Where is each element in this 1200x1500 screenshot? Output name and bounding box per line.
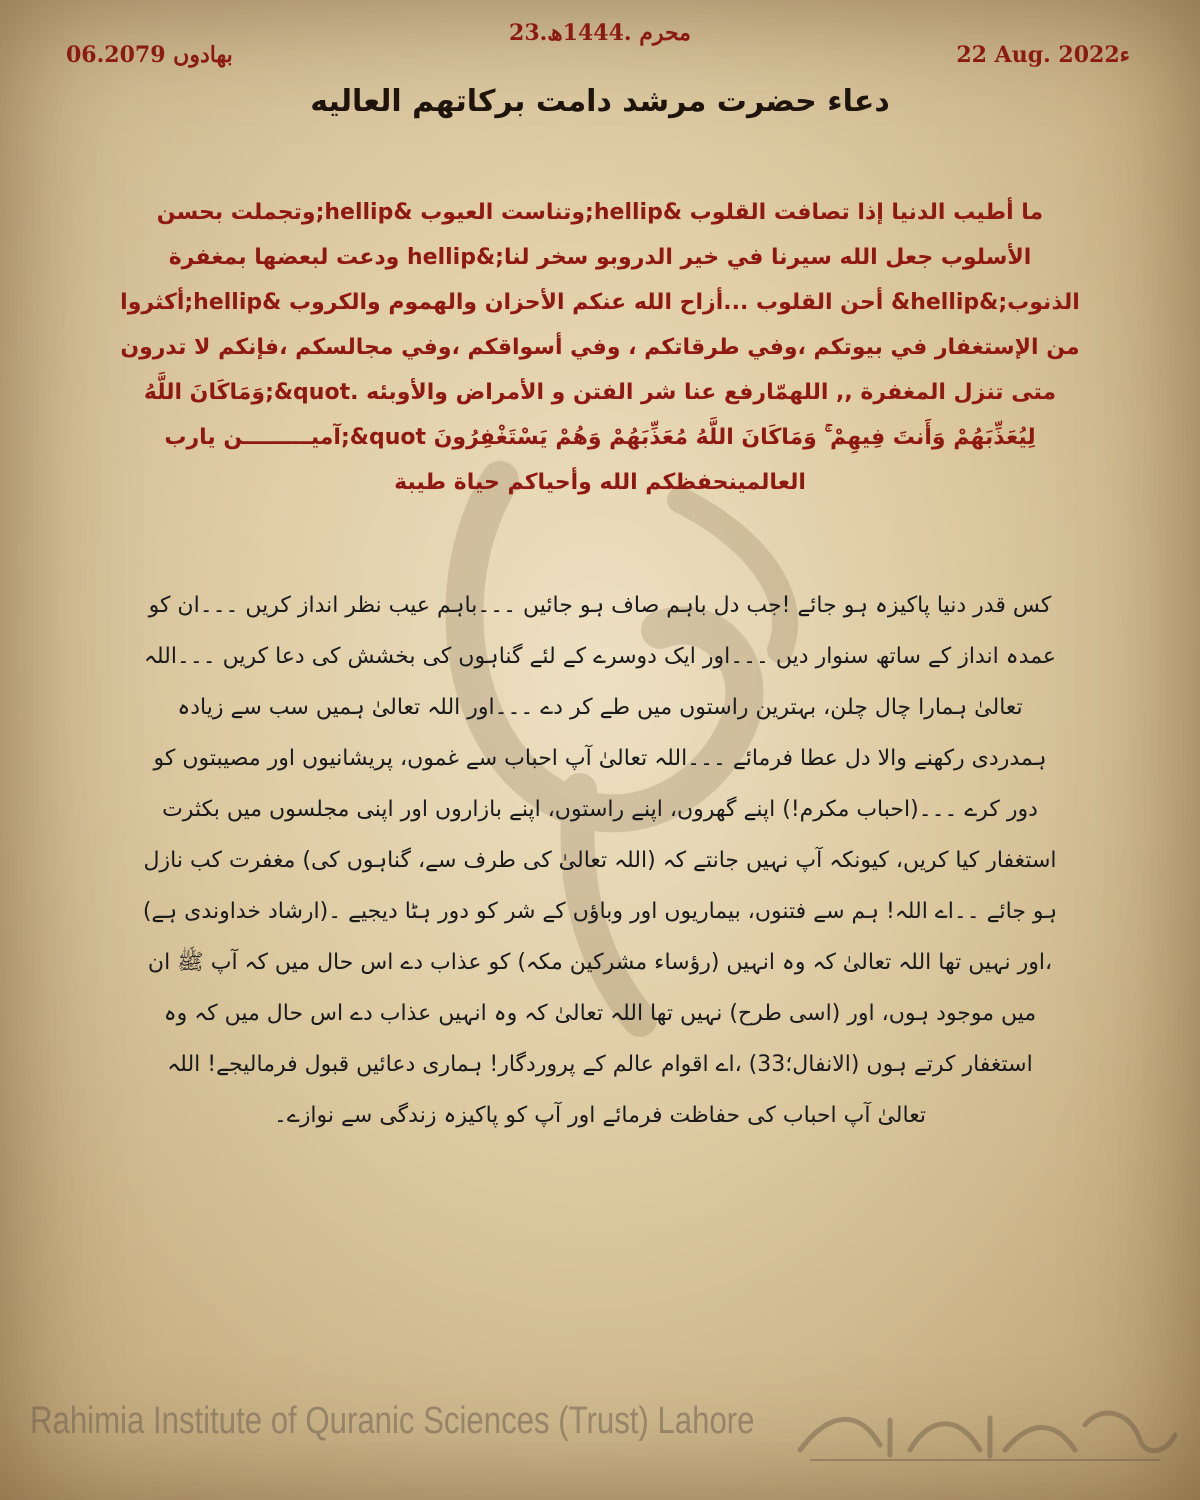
page-title: دعاء حضرت مرشد دامت برکاتهم العاليه <box>310 84 890 119</box>
urdu-translation-text: کس قدر دنیا پاکیزہ ہو جائے !جب دل باہم صاف ہو جائیں ۔۔۔باہم عیب نظر انداز کریں ۔۔۔ان کو عمدہ انداز کے ساتھ سنوار دیں ۔۔۔اور ایک دوسرے کے لئے گناہوں کی بخشش کی دعا کریں ۔۔۔اللہ تعالیٰ ہمارا چال چلن، بہترین راستوں میں طے کر دے ۔۔۔اور اللہ تعالیٰ ہمیں سب سے زیادہ ہمدردی رکھنے والا دل عطا فرمائے ۔۔۔اللہ تعالیٰ آپ احباب سے غموں، پریشانیوں اور مصیبتوں کو دور کرے ۔۔۔(احباب مکرم!) اپنے گھروں، اپنے راستوں، اپنے بازاروں اور اپنی مجلسوں میں بکثرت استغفار کیا کریں، کیونکہ آپ نہیں جانتے کہ (اللہ تعالیٰ کی طرف سے، گناہوں کی) مغفرت کب نازل ہو جائے ۔۔اے اللہ! ہم سے فتنوں، بیماریوں اور وباؤں کے شر کو دور ہٹا دیجیے ۔(ارشاد خداوندی ہے) ،اور نہیں تھا اللہ تعالیٰ کہ وہ انہیں (رؤساء مشرکین مکہ) کو عذاب دے اس حال میں کہ آپ ﷺ ان میں موجود ہوں، اور (اسی طرح) نہیں تھا اللہ تعالیٰ کہ وہ انہیں عذاب دے اس حال میں کہ وہ استغفار کرتے ہوں (الانفال؛33) ،اے اقوام عالم کے پروردگار! ہماری دعائیں قبول فرمالیجے! اللہ تعالیٰ آپ احباب کی حفاظت فرمائے اور آپ کو پاکیزہ زندگی سے نوازے۔ <box>142 593 1058 1128</box>
bikrami-date: 06.بھادوں 2079 <box>66 42 233 68</box>
gregorian-date: 22 Aug. 2022ء <box>956 42 1130 68</box>
arabic-dua-text: ما أطيب الدنيا إذا تصافت القلوب &hellip;وتناست العيوب &hellip;وتجملت بحسن الأسلوب جعل الله سيرنا في خير الدروبو سخر لنا;&hellip ودعت لبعضها بمغفرة الذنوب;&hellip& أحن القلوب ...أزاح الله عنكم الأحزان والهموم والكروب &hellip;أكثروا من الإستغفار في بيوتكم ،وفي طرقاتكم ، وفي أسواقكم ،وفي مجالسكم ،فإنكم لا تدرون متى تنزل المغفرة ,, اللهمّارفع عنا شر الفتن و الأمراض والأوبئه .quot&;وَمَاكَانَ اللَّهُ لِيُعَذِّبَهُمْ وَأَنتَ فِيهِمْ ۚ وَمَاكَانَ اللَّهُ مُعَذِّبَهُمْ وَهُمْ يَسْتَغْفِرُونَ quot&;آميـــــــــن يارب العالمينحفظكم الله وأحياكم حياة طيبة <box>120 200 1080 495</box>
institute-name-english: Rahimia Institute of Quranic Sciences (Trust) Lahore <box>30 1400 755 1442</box>
hijri-date: 23.محرم .1444ھ <box>509 20 691 46</box>
institute-calligraphy-logo-icon <box>790 1390 1180 1470</box>
